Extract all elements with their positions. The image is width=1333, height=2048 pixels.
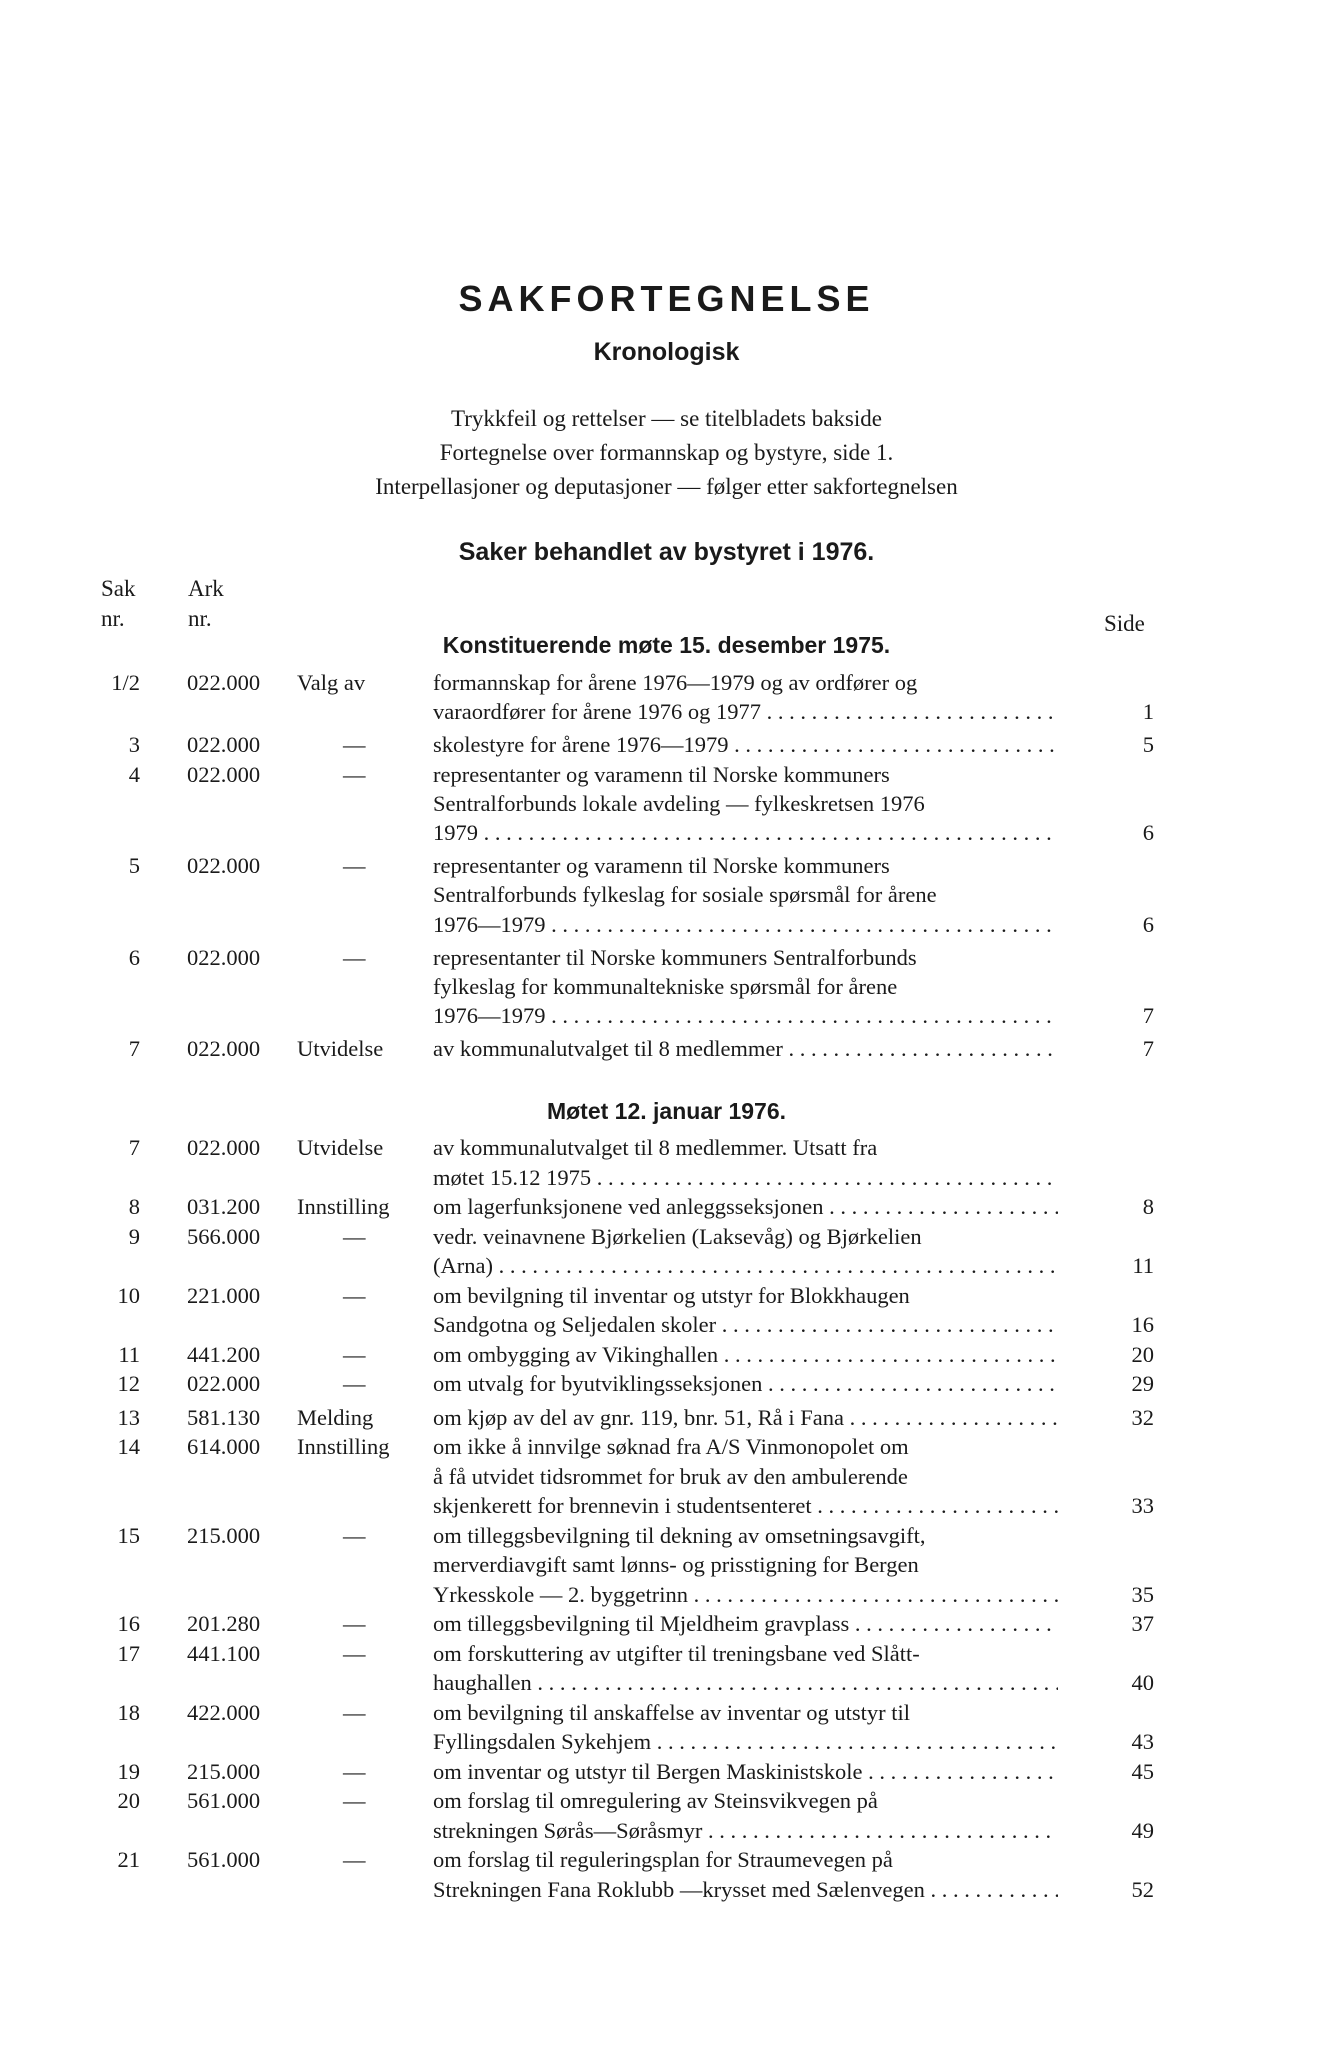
entry-type: Melding xyxy=(297,1404,374,1430)
sak-number: 3 xyxy=(128,732,140,758)
entry-type: Innstilling xyxy=(297,1434,390,1459)
entry-description: Yrkesskole — 2. byggetrinn . . . xyxy=(433,1582,1058,1608)
sak-number: 11 xyxy=(118,1341,140,1367)
sak-number: 19 xyxy=(117,1758,140,1784)
ark-number: 031.200 xyxy=(187,1194,261,1219)
entry-type: — xyxy=(343,853,366,879)
entry-description: haughallen . . . xyxy=(433,1670,1058,1696)
page-number: 8 xyxy=(1142,1194,1154,1219)
page-number: 32 xyxy=(1131,1404,1154,1430)
entry-description: om tilleggsbevilgning til Mjeldheim gravplass . . . xyxy=(433,1611,1058,1637)
entry-description: av kommunalutvalget til 8 medlemmer. Utsatt fra xyxy=(433,1135,878,1160)
meeting-heading: Møtet 12. januar 1976. xyxy=(546,1098,787,1124)
sak-number: 7 xyxy=(128,1135,140,1160)
sak-number: 8 xyxy=(128,1194,140,1219)
sak-number: 4 xyxy=(128,761,140,787)
entry-description: varaordfører for årene 1976 og 1977 . . . xyxy=(433,699,1058,725)
sak-number: 14 xyxy=(117,1434,140,1459)
page-title: SAKFORTEGNELSE xyxy=(458,278,875,319)
sak-number: 21 xyxy=(117,1847,140,1872)
note-line: Trykkfeil og rettelser — se titelbladets bakside xyxy=(451,406,882,431)
sak-number: 16 xyxy=(117,1611,140,1636)
entry-type: — xyxy=(343,761,366,787)
page-subtitle: Kronologisk xyxy=(593,338,740,366)
note-line: Interpellasjoner og deputasjoner — følger etter sakfortegnelsen xyxy=(375,474,958,499)
page-number: 43 xyxy=(1131,1729,1154,1754)
page-number: 16 xyxy=(1131,1312,1154,1337)
page-number: 6 xyxy=(1142,911,1154,937)
page-number: 45 xyxy=(1131,1758,1154,1784)
entry-type: — xyxy=(343,732,366,758)
ark-number: 022.000 xyxy=(187,732,261,758)
entry-type: Valg av xyxy=(297,670,366,695)
entry-type: — xyxy=(343,944,366,970)
ark-number: 561.000 xyxy=(187,1847,261,1872)
page-number: 49 xyxy=(1131,1817,1154,1843)
page-number: 52 xyxy=(1131,1876,1154,1902)
entry-description: Sentralforbunds fylkeslag for sosiale spørsmål for årene xyxy=(433,882,937,908)
entry-description: Sandgotna og Seljedalen skoler . . . xyxy=(433,1312,1058,1338)
ark-number: 561.000 xyxy=(187,1788,261,1813)
sak-number: 7 xyxy=(128,1036,140,1062)
entry-description: formannskap for årene 1976—1979 og av ordfører og xyxy=(433,670,918,695)
entry-description: om inventar og utstyr til Bergen Maskinistskole . . . xyxy=(433,1759,1058,1785)
entry-description: om forslag til reguleringsplan for Straumevegen på xyxy=(433,1847,893,1872)
entry-type: — xyxy=(343,1611,366,1636)
ark-number: 441.200 xyxy=(187,1341,261,1367)
entry-description: Fyllingsdalen Sykehjem . . . xyxy=(433,1729,1058,1755)
ark-number: 221.000 xyxy=(187,1282,261,1308)
page-number: 33 xyxy=(1131,1493,1154,1518)
sak-number: 13 xyxy=(117,1404,140,1430)
entry-description: av kommunalutvalget til 8 medlemmer . . . xyxy=(433,1036,1058,1062)
entry-description: om lagerfunksjonene ved anleggsseksjonen . . . xyxy=(433,1194,1058,1220)
ark-number: 201.280 xyxy=(187,1611,261,1636)
entry-description: om utvalg for byutviklingsseksjonen . . . xyxy=(433,1371,1058,1397)
entry-description: Sentralforbunds lokale avdeling — fylkeskretsen 1976 xyxy=(433,790,925,816)
entry-type: Utvidelse xyxy=(297,1135,384,1160)
entry-description: 1979 . . . xyxy=(433,820,1058,846)
entry-description: fylkeslag for kommunaltekniske spørsmål for årene xyxy=(433,974,898,999)
ark-number: 022.000 xyxy=(187,761,261,787)
entry-type: — xyxy=(343,1341,366,1367)
col-header-ark: Ark xyxy=(188,576,224,601)
entry-description: skolestyre for årene 1976—1979 . . . xyxy=(433,732,1058,758)
sak-number: 5 xyxy=(128,853,140,879)
ark-number: 022.000 xyxy=(187,944,261,970)
entry-description: skjenkerett for brennevin i studentsenteret . . . xyxy=(433,1493,1058,1519)
ark-number: 022.000 xyxy=(187,1036,261,1062)
entry-description: (Arna) . . . xyxy=(433,1253,1058,1279)
ark-number: 566.000 xyxy=(187,1223,261,1249)
col-header-sak: Sak xyxy=(101,576,136,601)
sak-number: 15 xyxy=(117,1522,140,1548)
sak-number: 12 xyxy=(117,1371,140,1396)
sak-number: 9 xyxy=(128,1223,140,1249)
entry-description: representanter og varamenn til Norske kommuners xyxy=(433,761,890,787)
ark-number: 022.000 xyxy=(187,1371,261,1396)
entry-type: Utvidelse xyxy=(297,1036,384,1062)
entry-description: om bevilgning til inventar og utstyr for Blokkhaugen xyxy=(433,1282,910,1308)
entry-type: — xyxy=(343,1640,366,1666)
entry-type: — xyxy=(343,1223,366,1249)
entry-description: representanter og varamenn til Norske kommuners xyxy=(433,853,890,879)
entry-type: — xyxy=(343,1282,366,1308)
entry-description: 1976—1979 . . . xyxy=(433,912,1058,938)
entry-description: om forskuttering av utgifter til treningsbane ved Slått- xyxy=(433,1640,920,1666)
col-header-side: Side xyxy=(1104,611,1145,636)
entry-description: strekningen Sørås—Søråsmyr . . . xyxy=(433,1818,1058,1844)
sak-number: 17 xyxy=(117,1640,140,1666)
page-number: 37 xyxy=(1131,1611,1154,1636)
page-number: 7 xyxy=(1142,1036,1154,1062)
sak-number: 18 xyxy=(117,1699,140,1725)
col-header-sak-nr: nr. xyxy=(101,606,125,631)
page-number: 7 xyxy=(1142,1003,1154,1029)
entry-type: — xyxy=(343,1522,366,1548)
ark-number: 614.000 xyxy=(187,1434,261,1459)
page-number: 6 xyxy=(1142,820,1154,845)
ark-number: 581.130 xyxy=(187,1404,261,1430)
entry-description: representanter til Norske kommuners Sentralforbunds xyxy=(433,944,917,970)
page-number: 5 xyxy=(1142,732,1154,758)
ark-number: 441.100 xyxy=(187,1640,261,1666)
entry-description: å få utvidet tidsrommet for bruk av den ambulerende xyxy=(433,1463,908,1489)
meeting-heading: Konstituerende møte 15. desember 1975. xyxy=(442,632,891,658)
entry-description: om bevilgning til anskaffelse av inventar og utstyr til xyxy=(433,1699,910,1725)
note-line: Fortegnelse over formannskap og bystyre, side 1. xyxy=(439,440,894,465)
page-number: 40 xyxy=(1131,1670,1154,1695)
entry-type: — xyxy=(343,1847,366,1872)
entry-description: vedr. veinavnene Bjørkelien (Laksevåg) og Bjørkelien xyxy=(433,1223,922,1249)
ark-number: 215.000 xyxy=(187,1522,261,1548)
ark-number: 215.000 xyxy=(187,1758,261,1784)
sak-number: 10 xyxy=(117,1282,140,1308)
section-heading: Saker behandlet av bystyret i 1976. xyxy=(458,538,875,566)
entry-description: om kjøp av del av gnr. 119, bnr. 51, Rå i Fana . . . xyxy=(433,1405,1058,1431)
entry-description: 1976—1979 . . . xyxy=(433,1003,1058,1029)
entry-description: om forslag til omregulering av Steinsvikvegen på xyxy=(433,1788,878,1813)
sak-number: 6 xyxy=(128,944,140,970)
entry-description: Strekningen Fana Roklubb —krysset med Sælenvegen . . . xyxy=(433,1877,1058,1903)
sak-number: 20 xyxy=(117,1788,140,1813)
entry-description: om tilleggsbevilgning til dekning av omsetningsavgift, xyxy=(433,1522,926,1548)
page-number: 1 xyxy=(1142,699,1154,725)
col-header-ark-nr: nr. xyxy=(188,606,212,631)
entry-description: møtet 15.12 1975 . . . xyxy=(433,1165,1058,1191)
page-number: 35 xyxy=(1131,1581,1154,1607)
page-number: 11 xyxy=(1132,1253,1154,1278)
entry-description: om ombygging av Vikinghallen . . . xyxy=(433,1342,1058,1368)
ark-number: 022.000 xyxy=(187,1135,261,1160)
ark-number: 422.000 xyxy=(187,1699,261,1725)
ark-number: 022.000 xyxy=(187,670,261,695)
entry-description: om ikke å innvilge søknad fra A/S Vinmonopolet om xyxy=(433,1434,909,1459)
entry-type: — xyxy=(343,1758,366,1784)
entry-type: — xyxy=(343,1699,366,1725)
page-number: 29 xyxy=(1131,1371,1154,1396)
entry-type: — xyxy=(343,1371,366,1396)
entry-type: — xyxy=(343,1788,366,1813)
entry-type: Innstilling xyxy=(297,1194,390,1219)
sak-number: 1/2 xyxy=(111,670,140,695)
entry-description: merverdiavgift samt lønns- og prisstigning for Bergen xyxy=(433,1552,919,1577)
page-number: 20 xyxy=(1131,1341,1154,1367)
ark-number: 022.000 xyxy=(187,853,261,879)
